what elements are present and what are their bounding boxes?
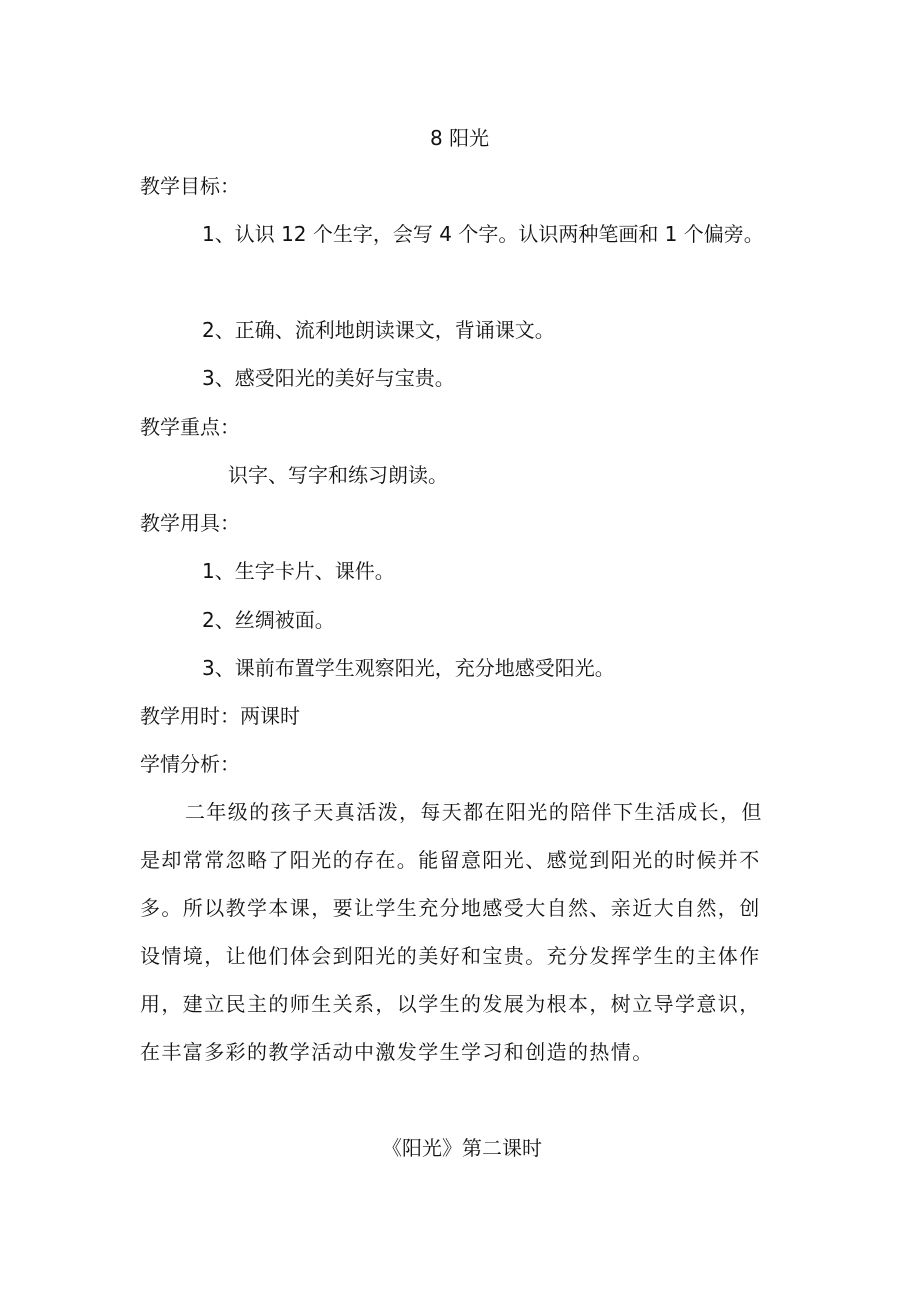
objective-item: 2、正确、流利地朗读课文，背诵课文。 (202, 318, 555, 342)
paragraph-line: 设情境，让他们体会到阳光的美好和宝贵。充分发挥学生的主体作 (140, 944, 761, 968)
key-points-heading: 教学重点： (140, 415, 240, 439)
objective-item: 1、认识 12 个生字，会写 4 个字。认识两种笔画和 1 个偏旁。 (202, 222, 764, 246)
tool-item: 2、丝绸被面。 (202, 608, 335, 632)
analysis-heading: 学情分析： (140, 752, 240, 776)
paragraph-line: 在丰富多彩的教学活动中激发学生学习和创造的热情。 (140, 1040, 654, 1064)
objective-item: 3、感受阳光的美好与宝贵。 (202, 366, 455, 390)
objectives-heading: 教学目标： (140, 174, 240, 198)
paragraph-line: 多。所以教学本课，要让学生充分地感受大自然、亲近大自然，创 (140, 896, 761, 920)
tool-item: 3、课前布置学生观察阳光，充分地感受阳光。 (202, 656, 615, 680)
second-lesson-title: 《阳光》第二课时 (382, 1136, 542, 1160)
document-title: 8 阳光 (430, 126, 490, 150)
key-points-text: 识字、写字和练习朗读。 (228, 463, 448, 487)
duration-text: 教学用时：两课时 (140, 704, 300, 728)
paragraph-line: 二年级的孩子天真活泼，每天都在阳光的陪伴下生活成长，但 (185, 800, 763, 824)
paragraph-line: 用，建立民主的师生关系，以学生的发展为根本，树立导学意识， (140, 992, 761, 1016)
tool-item: 1、生字卡片、课件。 (202, 559, 395, 583)
tools-heading: 教学用具： (140, 511, 240, 535)
paragraph-line: 是却常常忽略了阳光的存在。能留意阳光、感觉到阳光的时候并不 (140, 848, 761, 872)
